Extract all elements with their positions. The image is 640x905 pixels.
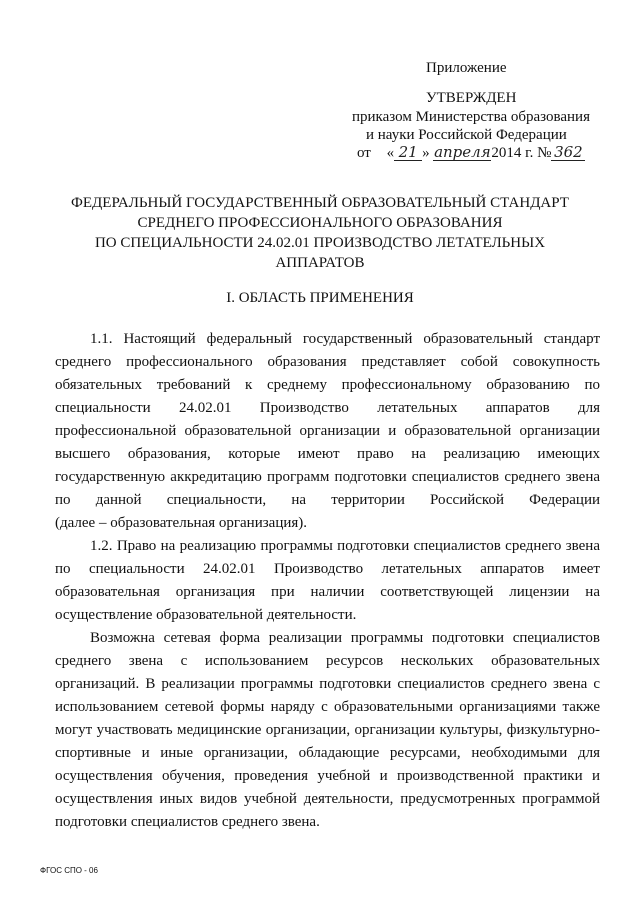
date-month: апреля — [434, 143, 491, 161]
quote-open: « — [386, 145, 395, 161]
section-heading: I. ОБЛАСТЬ ПРИМЕНЕНИЯ — [226, 290, 414, 306]
text-line: среднего профессионального образования представляет собой совокупность — [55, 354, 600, 370]
text-line: могут участвовать медицинские организации, организации культуры, физкультурно- — [55, 722, 600, 738]
document-title — [40, 193, 600, 273]
order-line-1: приказом Министерства образования — [352, 109, 590, 125]
footer-code: ФГОС СПО - 06 — [40, 866, 98, 875]
text-line: по специальности 24.02.01 Производство летательных аппаратов имеет — [55, 561, 600, 577]
text-line: (далее – образовательная организация). — [55, 515, 308, 531]
text-line: высшего образования, которые имеют право на реализацию имеющих — [55, 446, 600, 462]
date-year: 2014 г. — [491, 145, 534, 161]
appendix-label: Приложение — [426, 60, 507, 76]
text-line: профессиональной образовательной организации и образовательной организации — [55, 423, 600, 439]
title-line: АППАРАТОВ — [275, 255, 365, 271]
text-line: подготовки специалистов среднего звена. — [55, 814, 320, 830]
text-line: 1.2. Право на реализацию программы подготовки специалистов среднего звена — [90, 538, 600, 554]
text-line: специальности 24.02.01 Производство летательных аппаратов для — [55, 400, 600, 416]
text-line: использованием сетевой формы наряду с образовательными организациями также — [55, 699, 600, 715]
title-line: ФЕДЕРАЛЬНЫЙ ГОСУДАРСТВЕННЫЙ ОБРАЗОВАТЕЛЬНЫЙ СТАНДАРТ — [71, 195, 569, 211]
order-date-line — [357, 145, 585, 162]
text-line: осуществления обучения, проведения учебной и производственной практики и — [55, 768, 600, 784]
text-line: осуществления иных видов учебной деятельности, предусмотренных программой — [55, 791, 600, 807]
order-number: 362 — [554, 143, 583, 161]
text-line: среднего звена с использованием ресурсов нескольких образовательных — [55, 653, 600, 669]
text-line: образовательная организация при наличии соответствующей лицензии на — [55, 584, 600, 600]
date-day: 21 — [398, 143, 418, 161]
text-line: государственную аккредитацию программ подготовки специалистов среднего звена — [55, 469, 600, 485]
quote-close: » — [422, 145, 430, 161]
text-line: обязательных требований к среднему профессиональному образованию по — [55, 377, 600, 393]
title-line: ПО СПЕЦИАЛЬНОСТИ 24.02.01 ПРОИЗВОДСТВО ЛЕТАТЕЛЬНЫХ — [94, 235, 546, 251]
text-line: Возможна сетевая форма реализации программы подготовки специалистов — [90, 630, 600, 646]
text-line: 1.1. Настоящий федеральный государственный образовательный стандарт — [90, 331, 600, 347]
title-line: СРЕДНЕГО ПРОФЕССИОНАЛЬНОГО ОБРАЗОВАНИЯ — [137, 215, 503, 231]
text-line: по данной специальности, на территории Российской Федерации — [55, 492, 600, 508]
approved-label: УТВЕРЖДЕН — [426, 90, 517, 106]
text-line: осуществление образовательной деятельности. — [55, 607, 357, 623]
number-label: № — [537, 145, 552, 161]
text-line: спортивные и иные организации, обладающие ресурсами, необходимыми для — [55, 745, 600, 761]
from-label: от — [357, 145, 371, 161]
text-line: организаций. В реализации программы подготовки специалистов среднего звена с — [55, 676, 600, 692]
order-line-2: и науки Российской Федерации — [366, 127, 567, 143]
